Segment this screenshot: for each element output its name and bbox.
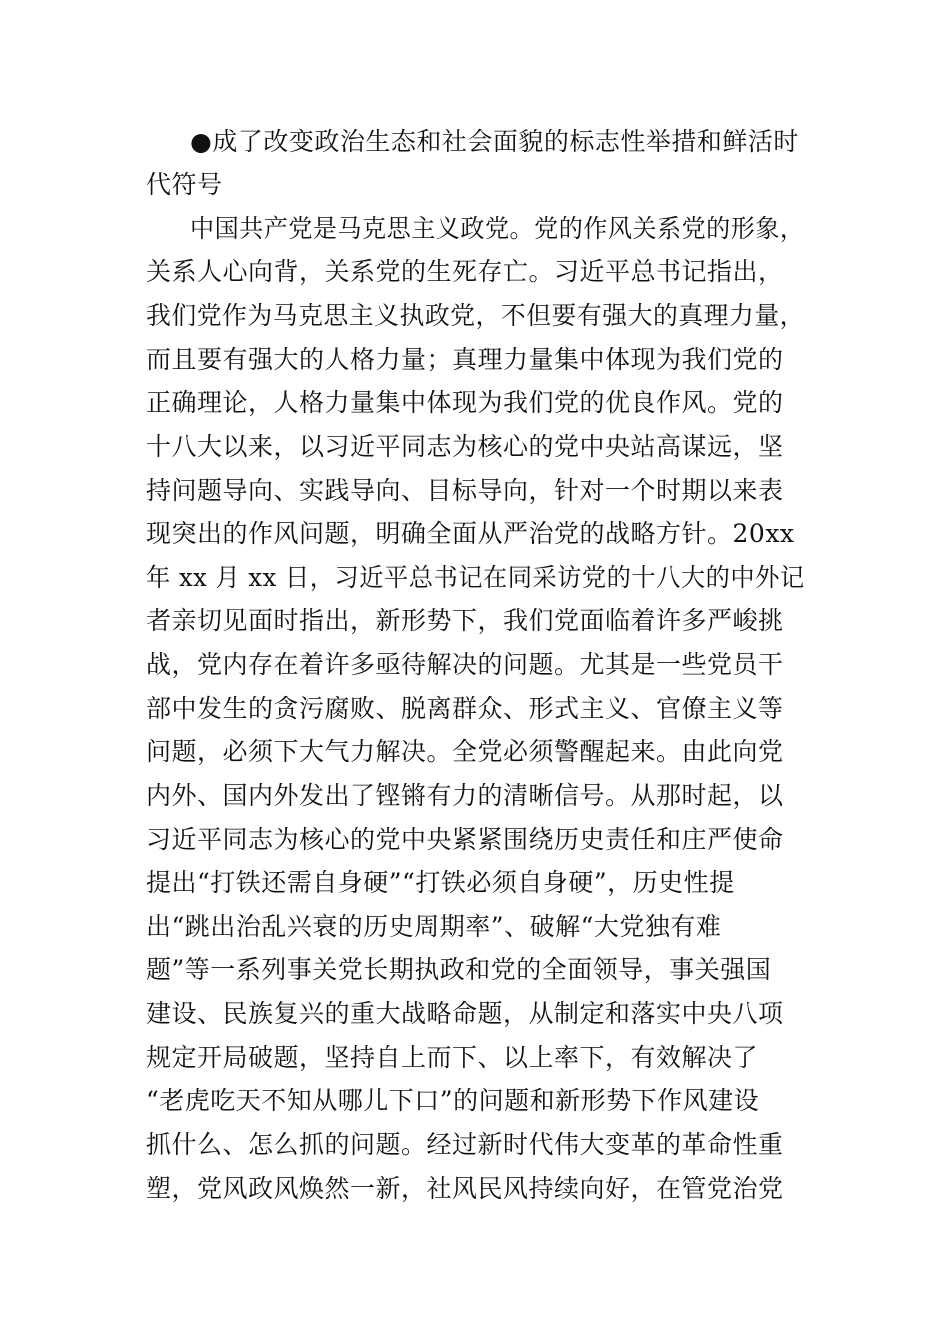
body-line: 题”等一系列事关党长期执政和党的全面领导，事关强国 [146,955,772,984]
body-line: 现突出的作风问题，明确全面从严治党的战略方针。20xx [146,519,795,548]
body-line: 提出“打铁还需自身硬”“打铁必须自身硬”，历史性提 [146,868,735,897]
body-line: “老虎吃天不知从哪儿下口”的问题和新形势下作风建设 [146,1086,760,1115]
heading-line: ●成了改变政治生态和社会面貌的标志性举措和鲜活时 [190,127,799,156]
body-line: 我们党作为马克思主义执政党，不但要有强大的真理力量， [146,301,806,330]
body-line: 关系人心向背，关系党的生死存亡。习近平总书记指出， [146,257,784,286]
body-line: 十八大以来，以习近平同志为核心的党中央站高谋远，坚 [146,432,784,461]
body-line: 问题，必须下大气力解决。全党必须警醒起来。由此向党 [146,737,784,766]
body-line: 建设、民族复兴的重大战略命题，从制定和落实中央八项 [146,999,784,1028]
body-line: 出“跳出治乱兴衰的历史周期率”、破解“大党独有难 [146,912,722,941]
body-line: 年 xx 月 xx 日，习近平总书记在同采访党的十八大的中外记 [146,563,805,592]
body-line: 中国共产党是马克思主义政党。党的作风关系党的形象， [190,214,805,243]
body-line: 规定开局破题，坚持自上而下、以上率下，有效解决了 [146,1043,759,1072]
body-line: 而且要有强大的人格力量；真理力量集中体现为我们党的 [146,345,784,374]
heading-line: 代符号 [146,170,223,199]
body-line: 持问题导向、实践导向、目标导向，针对一个时期以来表 [146,476,784,505]
body-line: 部中发生的贪污腐败、脱离群众、形式主义、官僚主义等 [146,694,784,723]
body-line: 塑，党风政风焕然一新，社风民风持续向好，在管党治党 [146,1174,784,1203]
body-line: 正确理论，人格力量集中体现为我们党的优良作风。党的 [146,388,784,417]
body-line: 内外、国内外发出了铿锵有力的清晰信号。从那时起，以 [146,781,784,810]
body-line: 者亲切见面时指出，新形势下，我们党面临着许多严峻挑 [146,606,784,635]
body-line: 抓什么、怎么抓的问题。经过新时代伟大变革的革命性重 [146,1130,784,1159]
body-line: 习近平同志为核心的党中央紧紧围绕历史责任和庄严使命 [146,825,784,854]
body-line: 战，党内存在着许多亟待解决的问题。尤其是一些党员干 [146,650,784,679]
